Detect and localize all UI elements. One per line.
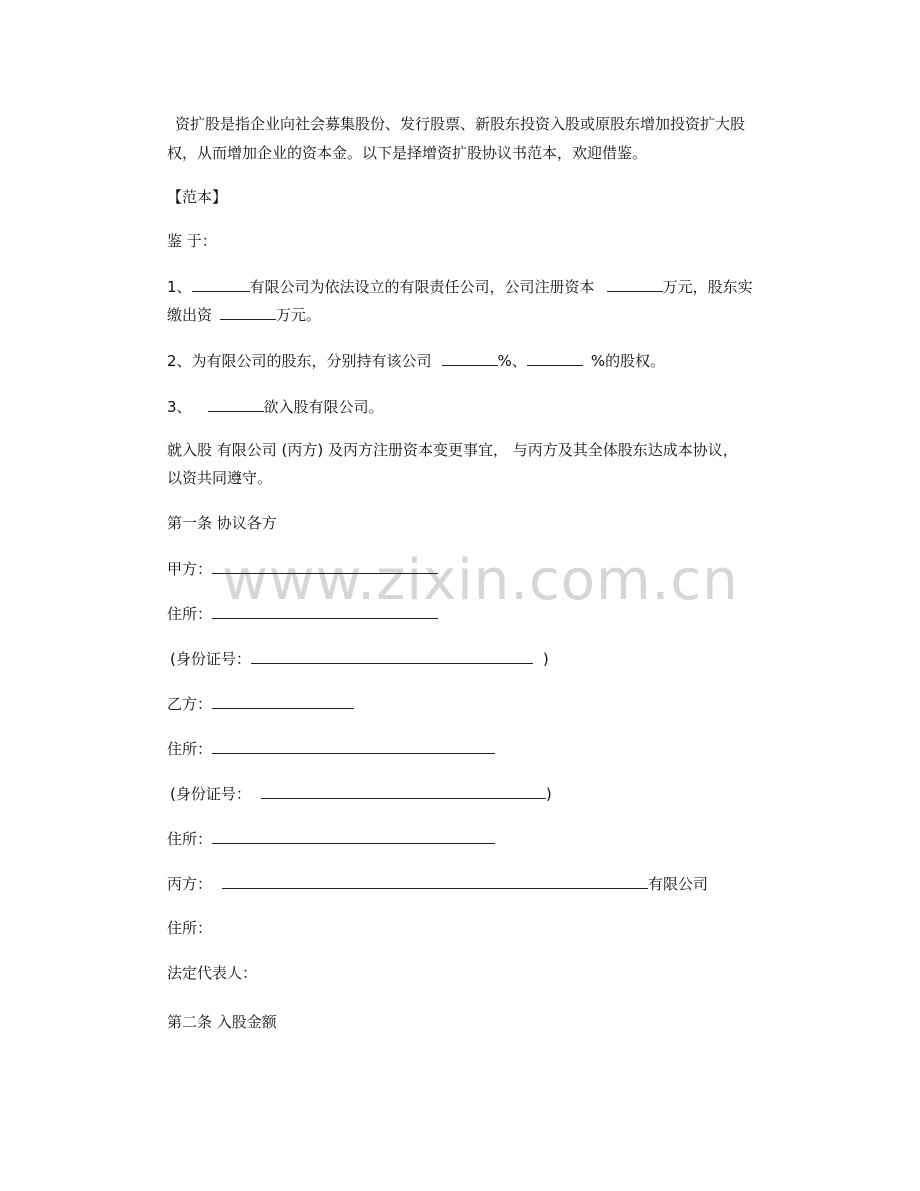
legal-rep-line: 法定代表人：: [167, 964, 258, 982]
blank-id-a: [251, 648, 533, 664]
item-2: [167, 350, 665, 371]
sample-heading: 【范本】: [167, 188, 228, 206]
blank-registered-capital: [607, 276, 663, 292]
blank-share-pct-1: [442, 350, 498, 366]
item-3-text: 欲入股有限公司。: [263, 398, 384, 416]
watermark: www.zixin.com.cn: [222, 548, 739, 613]
item-1-line-2: [167, 304, 321, 325]
article-1-heading: 第一条 协议各方: [167, 514, 277, 532]
invest-line-2: 以资共同遵守。: [167, 469, 273, 487]
blank-address-b2: [212, 828, 495, 844]
blank-id-b: [261, 783, 546, 799]
id-b-close: ): [545, 785, 552, 803]
intro-line-1: 资扩股是指企业向社会募集股份、发行股票、新股东投资入股或原股东增加投资扩大股: [175, 115, 746, 133]
item-1-line-1: [167, 276, 753, 297]
party-b-line: [167, 693, 354, 714]
blank-share-pct-2: [527, 350, 583, 366]
item-3: [167, 396, 384, 417]
address-c-line: 住所：: [167, 919, 213, 937]
item-1-number: 1、: [167, 278, 192, 296]
blank-party-a: [212, 558, 438, 574]
item-2-pct-1: %、: [497, 352, 527, 370]
address-b-label: 住所：: [167, 740, 213, 758]
blank-company-name: [192, 276, 250, 292]
blank-address-b: [212, 738, 495, 754]
item-3-number: 3、: [167, 398, 192, 416]
item-1-text-b: 万元，股东实: [662, 278, 753, 296]
party-c-label: 丙方：: [167, 875, 213, 893]
item-2-pct-2: %的股权。: [590, 352, 666, 370]
blank-investor: [208, 396, 264, 412]
blank-address-a: [212, 603, 438, 619]
address-b2-label: 住所：: [167, 830, 213, 848]
invest-line-1: 就入股 有限公司 (丙方) 及丙方注册资本变更事宜， 与丙方及其全体股东达成本协议，: [167, 441, 738, 459]
blank-party-b: [212, 693, 354, 709]
address-b-line: [167, 738, 495, 759]
id-b-label: (身份证号：: [170, 785, 251, 803]
whereas-heading: 鉴 于：: [167, 232, 217, 250]
item-1-text-c: 缴出资: [167, 306, 213, 324]
party-b-label: 乙方：: [167, 695, 213, 713]
item-1-text-a: 有限公司为依法设立的有限责任公司，公司注册资本: [249, 278, 595, 296]
id-a-close: ): [542, 650, 549, 668]
blank-party-c: [222, 873, 648, 889]
address-a-label: 住所：: [167, 605, 213, 623]
party-c-suffix: 有限公司: [648, 875, 709, 893]
party-a-line: [167, 558, 438, 579]
intro-line-2: 权，从而增加企业的资本金。以下是择增资扩股协议书范本，欢迎借鉴。: [167, 144, 648, 162]
blank-paid-capital: [220, 304, 276, 320]
item-1-text-d: 万元。: [276, 306, 322, 324]
item-2-text: 2、为有限公司的股东，分别持有该公司: [167, 352, 432, 370]
address-b2-line: [167, 828, 495, 849]
id-a-label: (身份证号：: [170, 650, 251, 668]
article-2-heading: 第二条 入股金额: [167, 1013, 277, 1031]
id-b-line: [170, 783, 552, 804]
party-c-line: [167, 873, 708, 894]
party-a-label: 甲方：: [167, 560, 213, 578]
id-a-line: [170, 648, 549, 669]
address-a-line: [167, 603, 438, 624]
